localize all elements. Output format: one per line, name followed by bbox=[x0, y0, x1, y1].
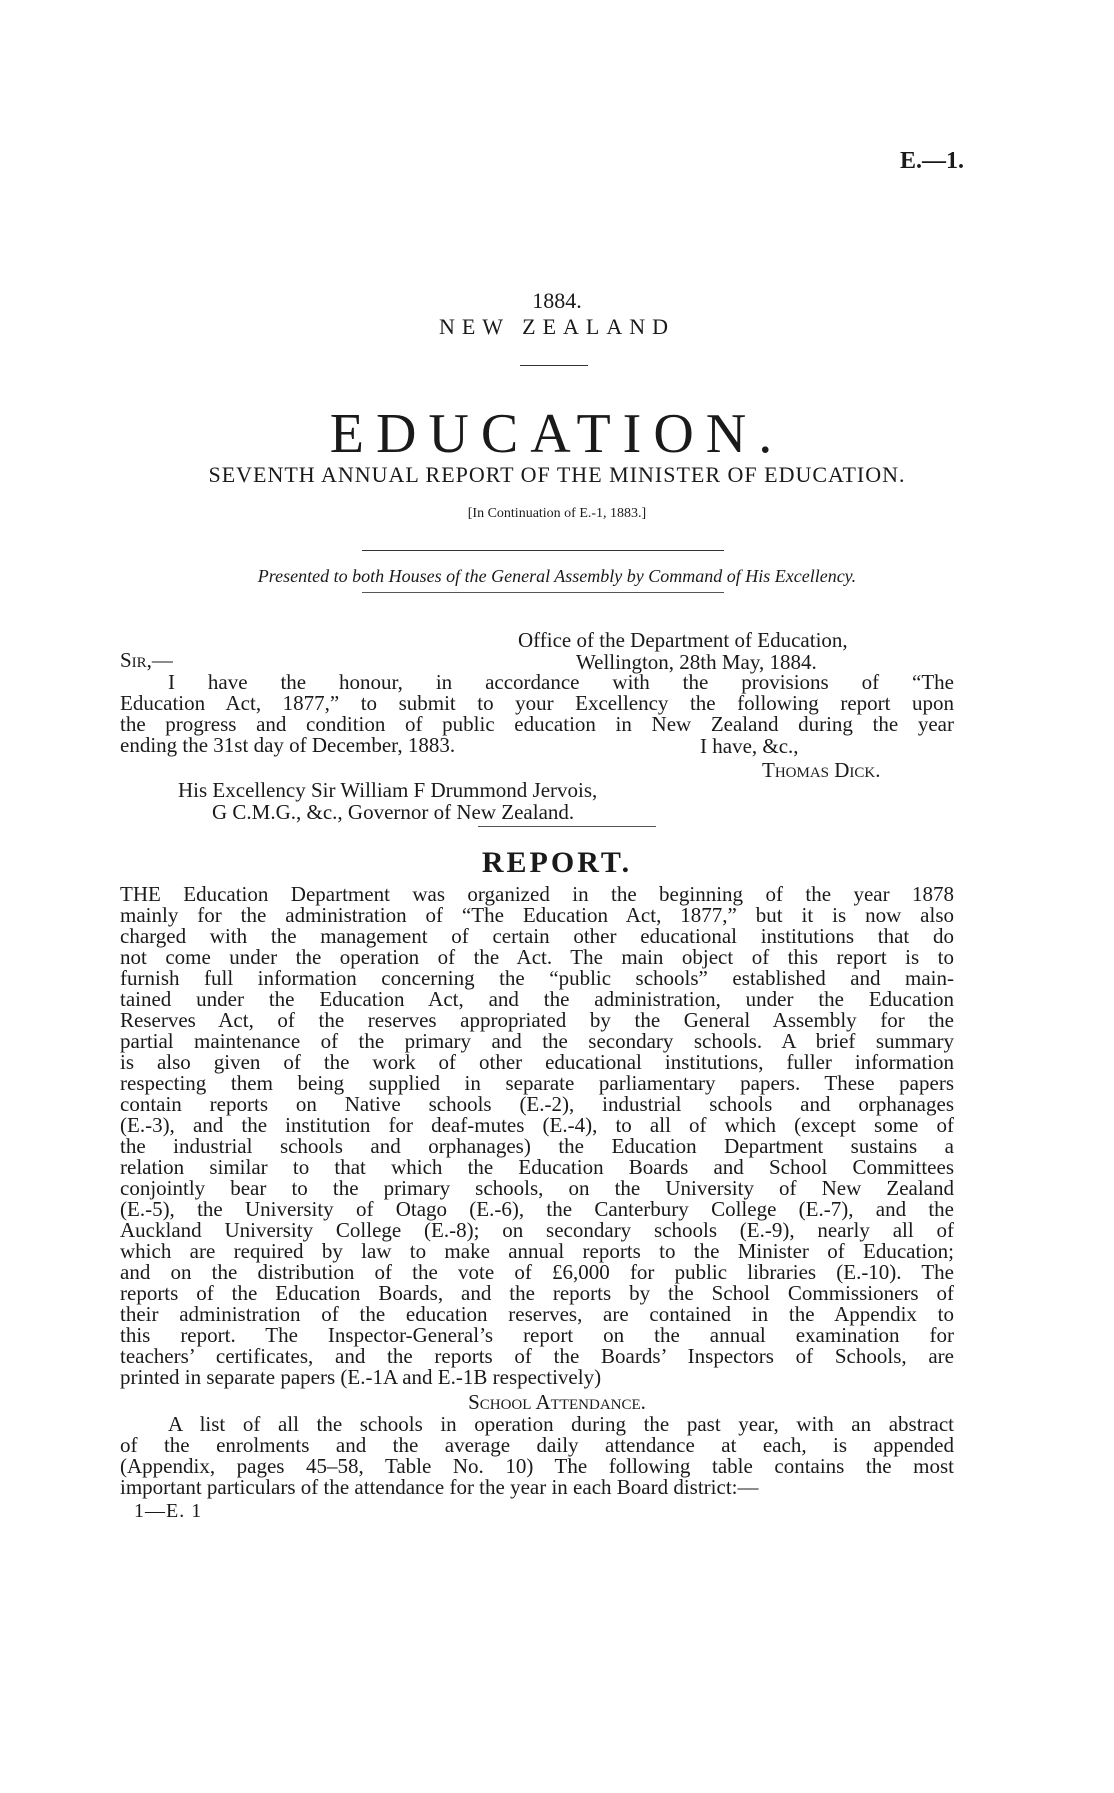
letter-body-line: I have the honour, in accordance with the provisions of “The bbox=[168, 670, 954, 694]
report-line: (E.-5), the University of Otago (E.-6), the Canterbury College (E.-7), and the bbox=[120, 1197, 954, 1221]
page-reference: E.—1. bbox=[899, 148, 964, 174]
report-line: Auckland University College (E.-8); on secondary schools (E.-9), nearly all of bbox=[120, 1218, 954, 1242]
report-line: mainly for the administration of “The Education Act, 1877,” but it is now also bbox=[120, 903, 954, 927]
letter-body-line: ending the 31st day of December, 1883. bbox=[120, 733, 456, 757]
letter-addressee-line1: His Excellency Sir William F Drummond Jervois, bbox=[178, 778, 598, 802]
letter-body-line: the progress and condition of public education in New Zealand during the year bbox=[120, 712, 954, 736]
report-line: is also given of the work of other educational institutions, fuller information bbox=[120, 1050, 954, 1074]
document-subtitle: SEVENTH ANNUAL REPORT OF THE MINISTER OF EDUCATION. bbox=[208, 462, 906, 487]
printer-signature-mark: 1—E. 1 bbox=[134, 1500, 203, 1522]
report-line: this report. The Inspector-General’s report on the annual examination for bbox=[120, 1323, 954, 1347]
report-line: partial maintenance of the primary and the secondary schools. A brief summary bbox=[120, 1029, 954, 1053]
report-line: Reserves Act, of the reserves appropriated by the General Assembly for the bbox=[120, 1008, 954, 1032]
report-line: relation similar to that which the Education Boards and School Committees bbox=[120, 1155, 954, 1179]
presented-divider bbox=[362, 550, 724, 551]
document-title: EDUCATION. bbox=[329, 403, 785, 465]
letter-salutation: Sir,— bbox=[120, 648, 173, 672]
report-divider bbox=[478, 826, 656, 827]
report-line: tained under the Education Act, and the administration, under the Education bbox=[120, 987, 954, 1011]
report-line: THE Education Department was organized in the beginning of the year 1878 bbox=[120, 882, 954, 906]
presented-note: Presented to both Houses of the General Assembly by Command of His Excellency. bbox=[257, 566, 857, 586]
report-line: teachers’ certificates, and the reports of the Boards’ Inspectors of Schools, are bbox=[120, 1344, 954, 1368]
report-line: charged with the management of certain other educational institutions that do bbox=[120, 924, 954, 948]
letter-closing: I have, &c., bbox=[700, 734, 799, 758]
report-line: printed in separate papers (E.-1A and E.-1B respectively) bbox=[120, 1365, 602, 1389]
report-line: conjointly bear to the primary schools, on the University of New Zealand bbox=[120, 1176, 954, 1200]
presented-underline bbox=[362, 592, 724, 593]
attendance-line: of the enrolments and the average daily attendance at each, is appended bbox=[120, 1433, 954, 1457]
report-line: furnish full information concerning the “public schools” established and main- bbox=[120, 966, 954, 990]
attendance-line: A list of all the schools in operation during the past year, with an abstract bbox=[168, 1412, 954, 1436]
report-line: (E.-3), and the institution for deaf-mutes (E.-4), to all of which (except some of bbox=[120, 1113, 954, 1137]
title-divider bbox=[520, 365, 588, 366]
continuation-note: [In Continuation of E.-1, 1883.] bbox=[467, 506, 647, 521]
report-line: contain reports on Native schools (E.-2), industrial schools and orphanages bbox=[120, 1092, 954, 1116]
document-year: 1884. bbox=[532, 288, 582, 313]
report-line: the industrial schools and orphanages) the Education Department sustains a bbox=[120, 1134, 954, 1158]
report-line: respecting them being supplied in separate parliamentary papers. These papers bbox=[120, 1071, 954, 1095]
report-line: their administration of the education reserves, are contained in the Appendix to bbox=[120, 1302, 954, 1326]
letter-addressee-line2: G C.M.G., &c., Governor of New Zealand. bbox=[212, 800, 575, 824]
letter-office-line1: Office of the Department of Education, bbox=[518, 628, 848, 652]
school-attendance-heading: School Attendance. bbox=[468, 1390, 646, 1414]
attendance-line: (Appendix, pages 45–58, Table No. 10) The following table contains the most bbox=[120, 1454, 954, 1478]
letter-body-line: Education Act, 1877,” to submit to your Excellency the following report upon bbox=[120, 691, 954, 715]
attendance-line: important particulars of the attendance for the year in each Board district:— bbox=[120, 1475, 759, 1499]
report-line: which are required by law to make annual reports to the Minister of Education; bbox=[120, 1239, 954, 1263]
letter-signature: Thomas Dick. bbox=[762, 758, 881, 782]
report-heading: REPORT. bbox=[481, 846, 633, 879]
report-line: and on the distribution of the vote of £6,000 for public libraries (E.-10). The bbox=[120, 1260, 954, 1284]
document-country: NEW ZEALAND bbox=[438, 314, 676, 339]
letter-office-line2: Wellington, 28th May, 1884. bbox=[576, 650, 817, 674]
report-line: reports of the Education Boards, and the reports by the School Commissioners of bbox=[120, 1281, 954, 1305]
report-line: not come under the operation of the Act. The main object of this report is to bbox=[120, 945, 954, 969]
